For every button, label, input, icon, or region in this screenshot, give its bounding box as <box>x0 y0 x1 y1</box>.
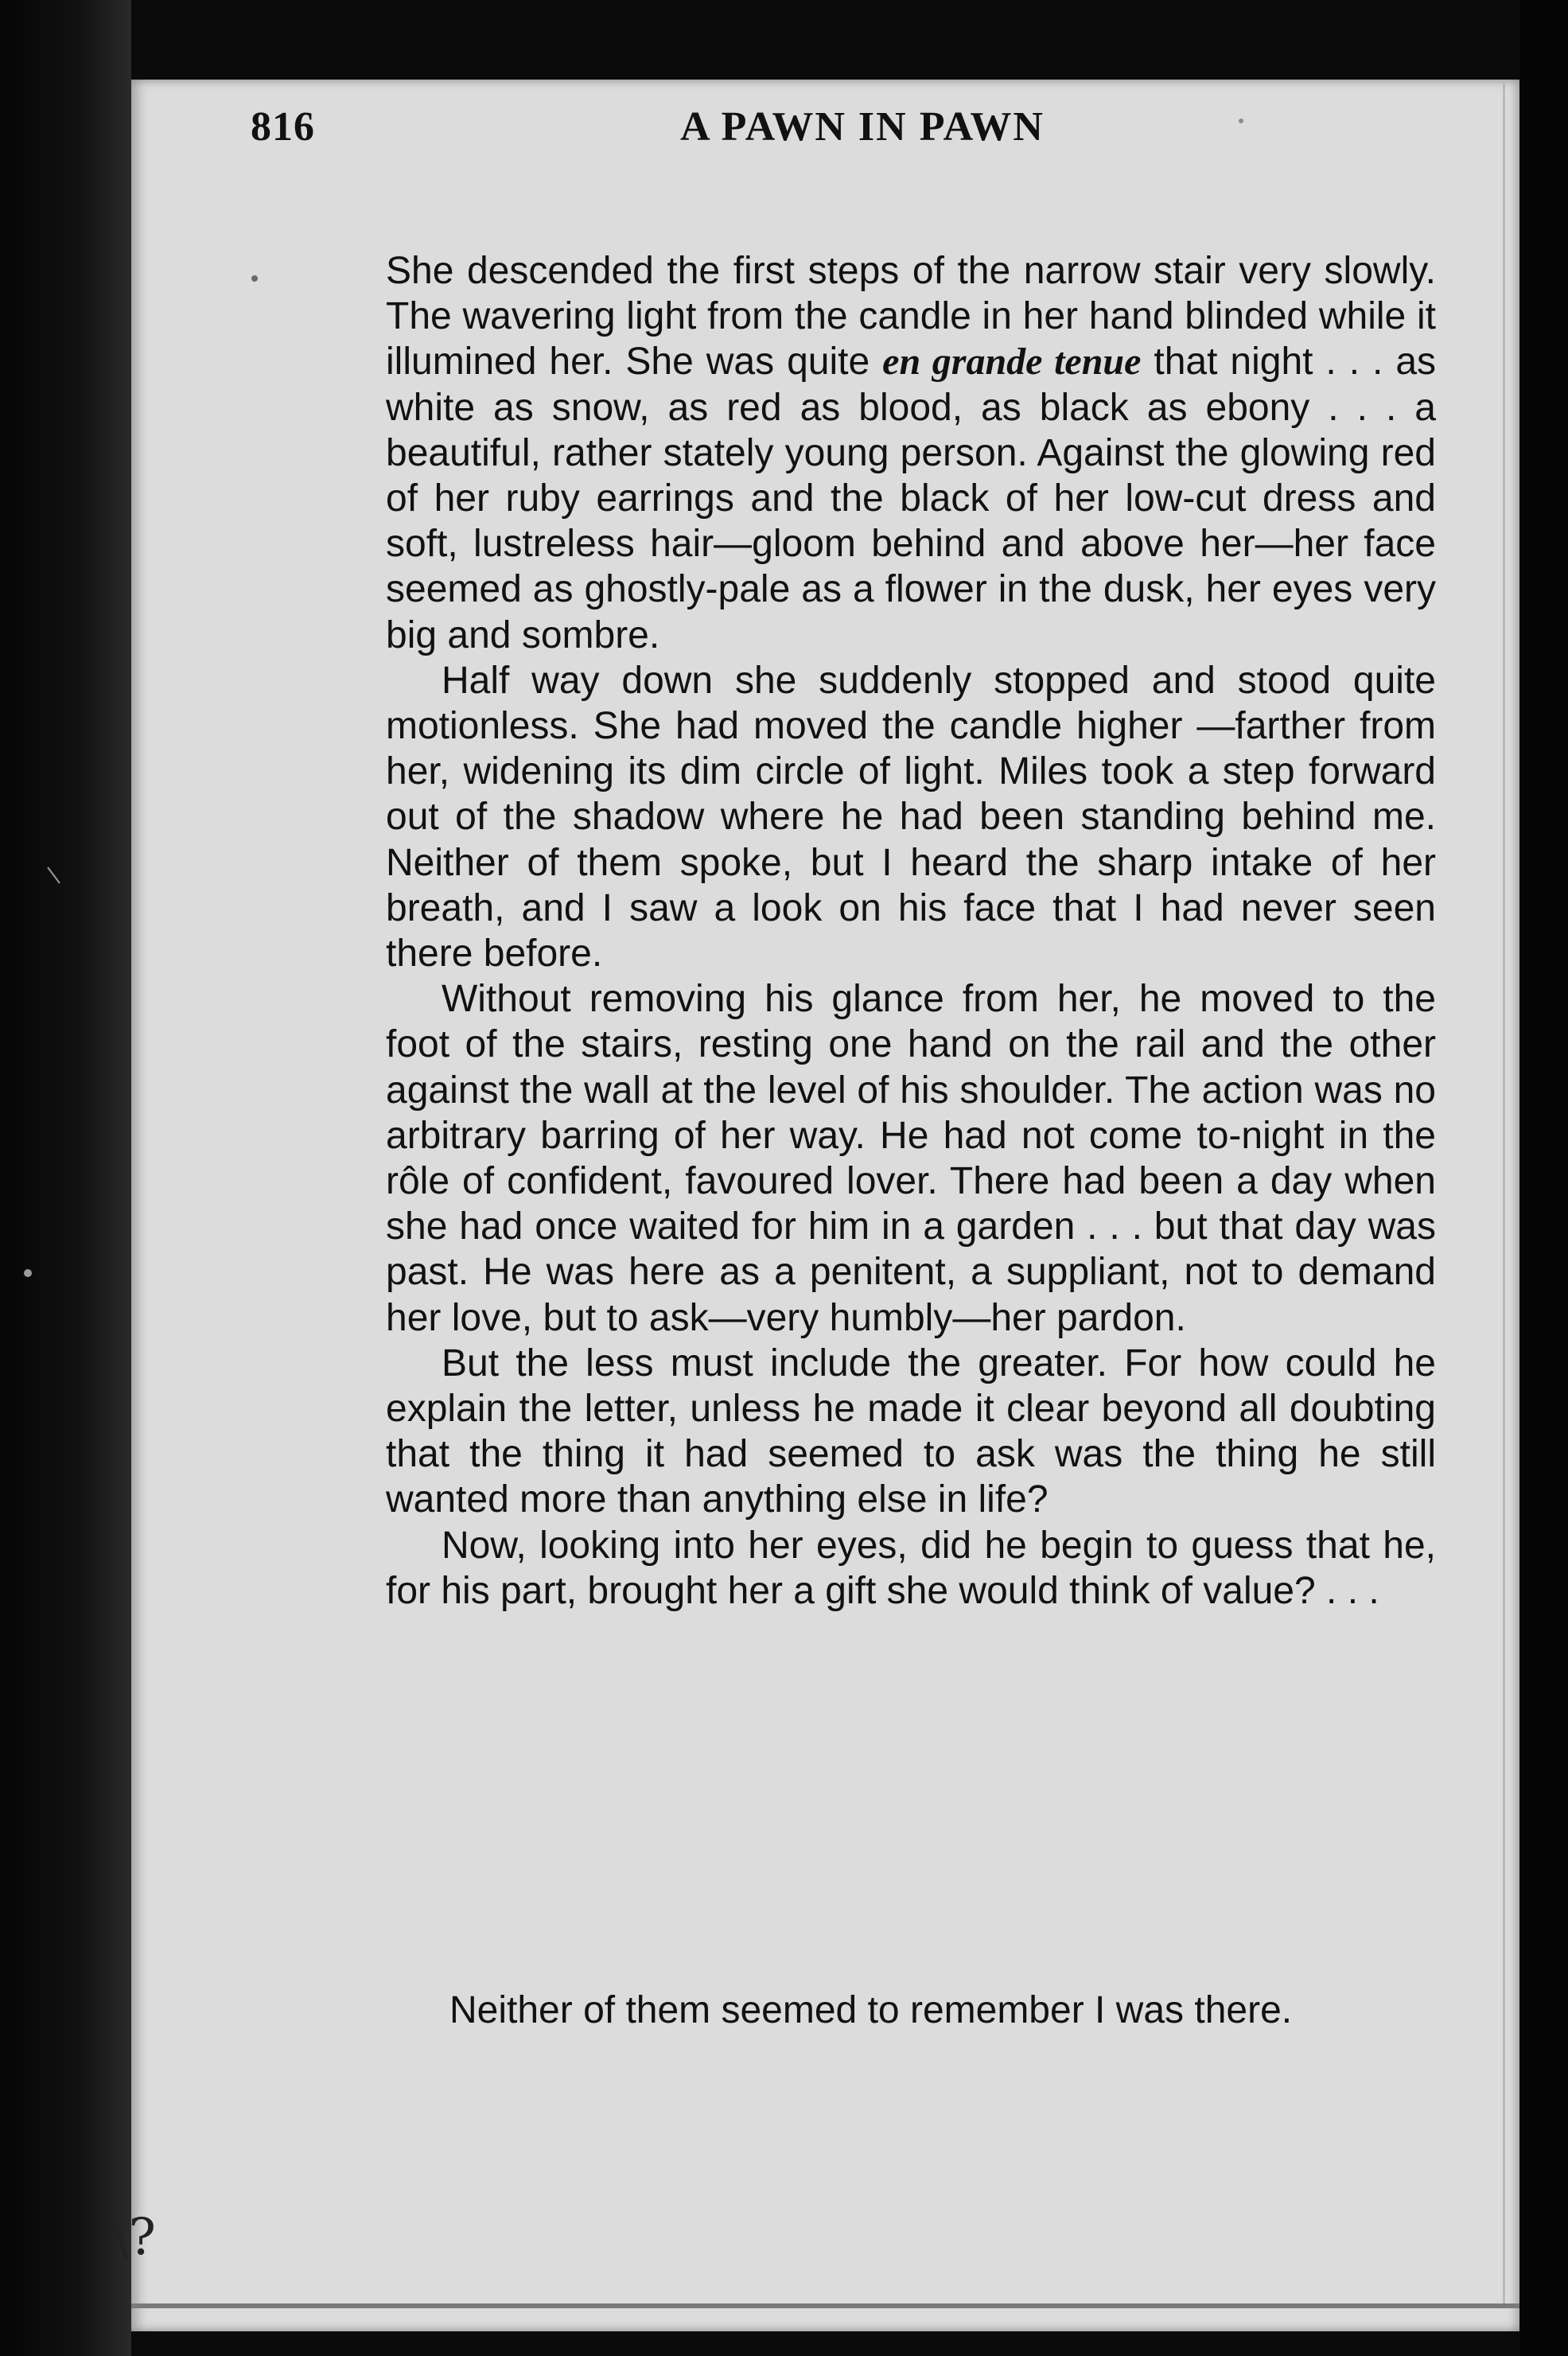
paragraph-text: Half way down she suddenly stopped and stood quite motionless. She had moved the candle higher —farther from her, widening its dim circle of light. Miles took a step forward out of the shadow where he had been standing behind me. Neither of them spoke, but I heard the sharp intake of her breath, and I saw a look on his face that I had never seen there before. <box>386 659 1436 976</box>
page-number: 816 <box>251 104 315 150</box>
paragraph <box>386 976 1436 1341</box>
paragraph-text: Without removing his glance from her, he moved to the foot of the stairs, resting one hand on the rail and the other against the wall at the level of his shoulder. The action was no arbitrary barring of her way. He had not come to-night in the rôle of confident, favoured lover. There had been a day when she had once waited for him in a garden . . . but that day was past. He was here as a penitent, a suppliant, not to demand her love, but to ask—very humbly—her pardon. <box>386 978 1436 1339</box>
scan-left-edge <box>0 0 131 2356</box>
body-text <box>386 248 1436 1614</box>
page-bottom-edge <box>131 2303 1519 2308</box>
italic-phrase: en grande tenue <box>882 341 1142 384</box>
paragraph <box>386 1523 1436 1614</box>
page-fold-line <box>1503 80 1505 2307</box>
paragraph-text: But the less must include the greater. For how could he explain the letter, unless he made it clear beyond all doubting that the thing it had seemed to ask was the thing he still wanted more than anything else in life? <box>386 1342 1436 1521</box>
running-title: A PAWN IN PAWN <box>680 104 1045 150</box>
paragraph-text: that night . . . as white as snow, as red as blood, as black as ebony . . . a beautiful, rather stately young person. Against the glowing red of her ruby earrings and the black of her low-cut dress and soft, lustreless hair—gloom behind and above her—her face seemed as ghostly-pale as a flower in the dusk, her eyes very big and sombre. <box>386 341 1437 656</box>
paragraph <box>386 1341 1436 1523</box>
paragraph-text: Now, looking into her eyes, did he begin to guess that he, for his part, brought her a gift she would think of value? . . . <box>386 1524 1436 1612</box>
paragraph <box>386 658 1436 976</box>
margin-mark: \? <box>111 2208 156 2267</box>
scan-right-edge <box>1520 0 1568 2356</box>
paragraph <box>386 248 1436 658</box>
paragraph-text: She descended the first steps of the narrow stair very slowly. The wavering light from the candle in her hand blinded while it illumined her. She was quite <box>386 250 1436 384</box>
closing-line: Neither of them seemed to remember I was there. <box>449 1989 1293 2031</box>
running-header <box>251 103 1444 167</box>
